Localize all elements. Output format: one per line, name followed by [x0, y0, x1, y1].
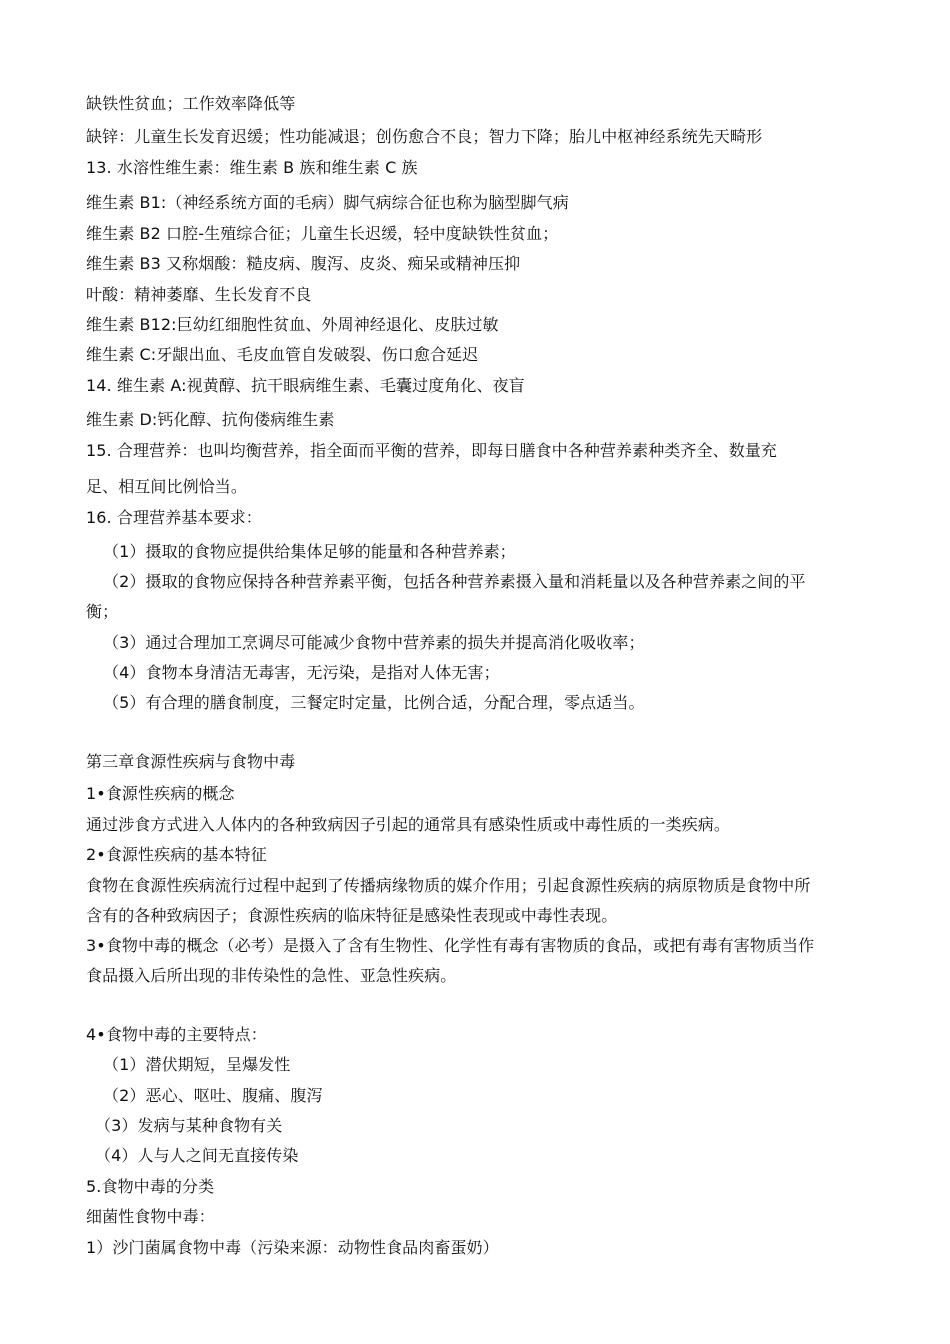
- list-item: （2）恶心、呕吐、腹痛、腹泻: [103, 1086, 323, 1105]
- list-item: （3）发病与某种食物有关: [95, 1116, 283, 1135]
- text-line: 14. 维生素 A:视黄醇、抗干眼病维生素、毛囊过度角化、夜盲: [86, 376, 525, 395]
- text-line: 2•食源性疾病的基本特征: [86, 845, 267, 864]
- list-item: （4）食物本身清洁无毒害，无污染，是指对人体无害；: [103, 663, 500, 682]
- text-line: 细菌性食物中毒：: [86, 1207, 215, 1226]
- text-line: 4•食物中毒的主要特点：: [86, 1025, 267, 1044]
- text-line: 5.食物中毒的分类: [86, 1177, 215, 1196]
- text-line: 通过涉食方式进入人体内的各种致病因子引起的通常具有感染性质或中毒性质的一类疾病。: [86, 815, 731, 834]
- text-line: 3•食物中毒的概念（必考）是摄入了含有生物性、化学性有毒有害物质的食品，或把有毒有害物质当作: [86, 936, 815, 955]
- text-line: 食品摄入后所出现的非传染性的急性、亚急性疾病。: [86, 966, 457, 985]
- text-line: 维生素 D:钙化醇、抗佝偻病维生素: [86, 410, 335, 429]
- list-item: （1）摄取的食物应提供给集体足够的能量和各种营养素；: [103, 542, 516, 561]
- text-line: 叶酸：精神萎靡、生长发育不良: [86, 285, 312, 304]
- text-line: 维生素 C:牙龈出血、毛皮血管自发破裂、伤口愈合延迟: [86, 345, 479, 364]
- list-item: （1）潜伏期短，呈爆发性: [103, 1055, 291, 1074]
- section-heading: 第三章食源性疾病与食物中毒: [86, 752, 296, 771]
- text-line: 维生素 B12:巨幼红细胞性贫血、外周神经退化、皮肤过敏: [86, 315, 499, 334]
- list-item: （3）通过合理加工烹调尽可能减少食物中营养素的损失并提高消化吸收率；: [103, 633, 645, 652]
- text-line: 足、相互间比例恰当。: [86, 477, 248, 496]
- list-item: （2）摄取的食物应保持各种营养素平衡，包括各种营养素摄入量和消耗量以及各种营养素之间的平: [103, 572, 806, 591]
- text-line: 维生素 B3 又称烟酸：糙皮病、腹泻、皮炎、痴呆或精神压抑: [86, 254, 521, 273]
- list-item: （5）有合理的膳食制度，三餐定时定量，比例合适，分配合理，零点适当。: [103, 693, 645, 712]
- text-line: 衡；: [86, 602, 119, 621]
- list-item: （4）人与人之间无直接传染: [95, 1146, 299, 1165]
- text-line: 15. 合理营养：也叫均衡营养，指全面而平衡的营养，即每日膳食中各种营养素种类齐全、数量充: [86, 441, 778, 460]
- text-line: 维生素 B2 口腔-生殖综合征；儿童生长迟缓，轻中度缺铁性贫血；: [86, 224, 559, 243]
- text-line: 13. 水溶性维生素：维生素 B 族和维生素 C 族: [86, 158, 418, 177]
- text-line: 缺锌：儿童生长发育迟缓；性功能减退；创伤愈合不良；智力下降；胎儿中枢神经系统先天畸形: [86, 127, 763, 146]
- text-line: 维生素 B1:（神经系统方面的毛病）脚气病综合征也称为脑型脚气病: [86, 193, 569, 212]
- text-line: 16. 合理营养基本要求：: [86, 508, 262, 527]
- text-line: 食物在食源性疾病流行过程中起到了传播病缘物质的媒介作用；引起食源性疾病的病原物质是食物中所: [86, 876, 811, 895]
- text-line: 1•食源性疾病的概念: [86, 784, 235, 803]
- text-line: 含有的各种致病因子；食源性疾病的临床特征是感染性表现或中毒性表现。: [86, 906, 618, 925]
- text-line: 1）沙门菌属食物中毒（污染来源：动物性食品肉畜蛋奶）: [86, 1238, 499, 1257]
- text-line: 缺铁性贫血；工作效率降低等: [86, 94, 296, 113]
